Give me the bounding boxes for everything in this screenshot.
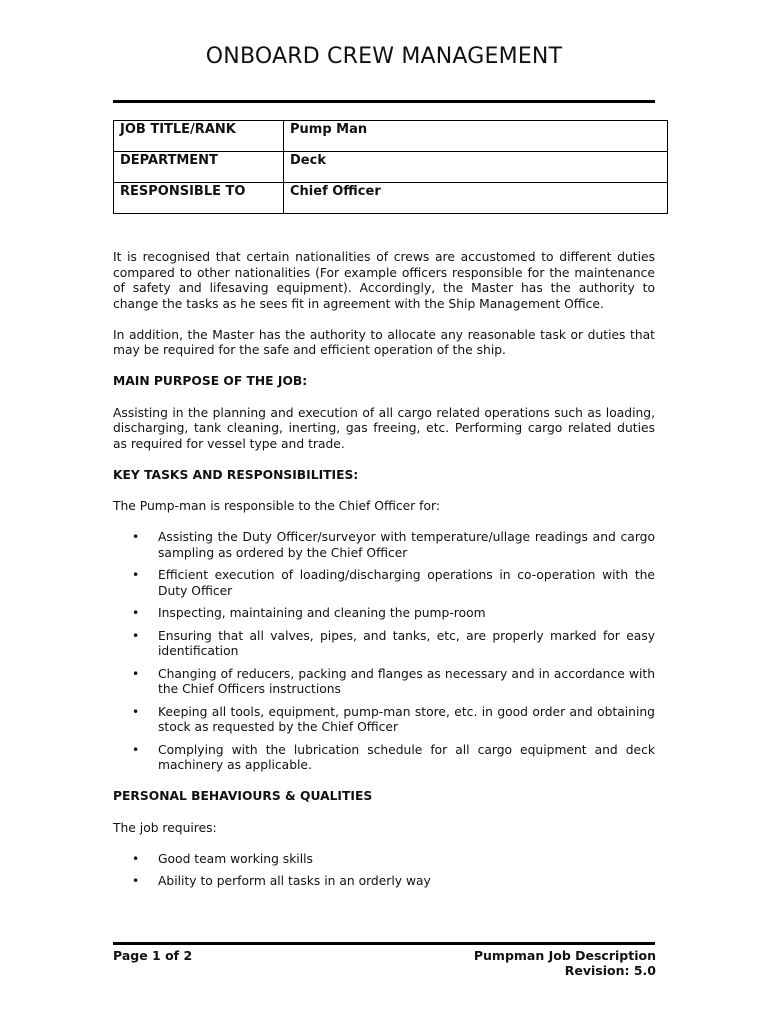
table-row [114, 183, 668, 214]
list-item-text: Ensuring that all valves, pipes, and tanks, etc, are properly marked for easy identification [158, 628, 655, 658]
bullet-icon: • [132, 742, 140, 757]
bullet-icon: • [132, 606, 140, 620]
tasks-intro: The Pump-man is responsible to the Chief Officer for: [113, 499, 440, 513]
qualities-list [113, 852, 655, 890]
list-item-text: Good team working skills [158, 851, 313, 866]
bullet-icon: • [132, 666, 140, 681]
department-value: Deck [284, 152, 668, 183]
revision-label: Revision: 5.0 [564, 963, 656, 978]
intro-paragraph-1: It is recognised that certain nationalities of crews are accustomed to different duties compared to other nationalities (For example officers responsible for the maintenance of safety and lifesaving equipment). Accordingly, the Master has the authority to change the tasks as he sees fit in agreement with the Ship Management Office. [113, 250, 655, 311]
list-item [113, 874, 655, 890]
list-item [113, 629, 655, 660]
purpose-text: Assisting in the planning and execution of all cargo related operations such as loading, discharging, tank cleaning, inerting, gas freeing, etc. Performing cargo related duties as required for vessel type and trade. [113, 405, 655, 451]
list-item-text: Keeping all tools, equipment, pump-man store, etc. in good order and obtaining stock as requested by the Chief Officer [158, 704, 655, 734]
list-item [113, 743, 655, 774]
table-row [114, 121, 668, 152]
list-item [113, 705, 655, 736]
qualities-heading: PERSONAL BEHAVIOURS & QUALITIES [113, 789, 373, 803]
page-number: Page 1 of 2 [113, 948, 193, 963]
list-item-text: Changing of reducers, packing and flanges as necessary and in accordance with the Chief Officers instructions [158, 666, 655, 696]
footer-rule [113, 942, 655, 945]
list-item [113, 530, 655, 561]
intro-paragraph-2: In addition, the Master has the authority to allocate any reasonable task or duties that may be required for the safe and efficient operation of the ship. [113, 327, 655, 357]
bullet-icon: • [132, 628, 140, 643]
department-label: DEPARTMENT [114, 152, 284, 183]
job-title-label: JOB TITLE/RANK [114, 121, 284, 152]
bullet-icon: • [132, 874, 140, 888]
list-item [113, 568, 655, 599]
job-title-value: Pump Man [284, 121, 668, 152]
bullet-icon: • [132, 530, 140, 544]
responsible-to-value: Chief Officer [284, 183, 668, 214]
table-row [114, 152, 668, 183]
list-item-text: Complying with the lubrication schedule for all cargo equipment and deck machinery as applicable. [158, 742, 655, 772]
qualities-intro: The job requires: [113, 820, 217, 835]
bullet-icon: • [132, 851, 140, 866]
bullet-icon: • [132, 704, 140, 719]
header-rule [113, 100, 655, 103]
tasks-list [113, 530, 655, 774]
purpose-heading: MAIN PURPOSE OF THE JOB: [113, 374, 308, 388]
footer-doc-info [474, 948, 656, 978]
document-body [113, 250, 655, 905]
job-info-table [113, 120, 668, 214]
list-item [113, 606, 655, 622]
list-item [113, 667, 655, 698]
list-item-text: Inspecting, maintaining and cleaning the pump-room [158, 606, 486, 620]
responsible-to-label: RESPONSIBLE TO [114, 183, 284, 214]
list-item-text: Efficient execution of loading/discharging operations in co-operation with the Duty Officer [158, 568, 655, 598]
document-name: Pumpman Job Description [473, 948, 656, 963]
list-item [113, 852, 655, 868]
tasks-heading: KEY TASKS AND RESPONSIBILITIES: [113, 467, 359, 482]
page-title: ONBOARD CREW MANAGEMENT [205, 44, 563, 69]
list-item-text: Ability to perform all tasks in an orderly way [158, 874, 431, 888]
list-item-text: Assisting the Duty Officer/surveyor with temperature/ullage readings and cargo sampling as ordered by the Chief Officer [158, 530, 655, 560]
bullet-icon: • [132, 568, 140, 582]
